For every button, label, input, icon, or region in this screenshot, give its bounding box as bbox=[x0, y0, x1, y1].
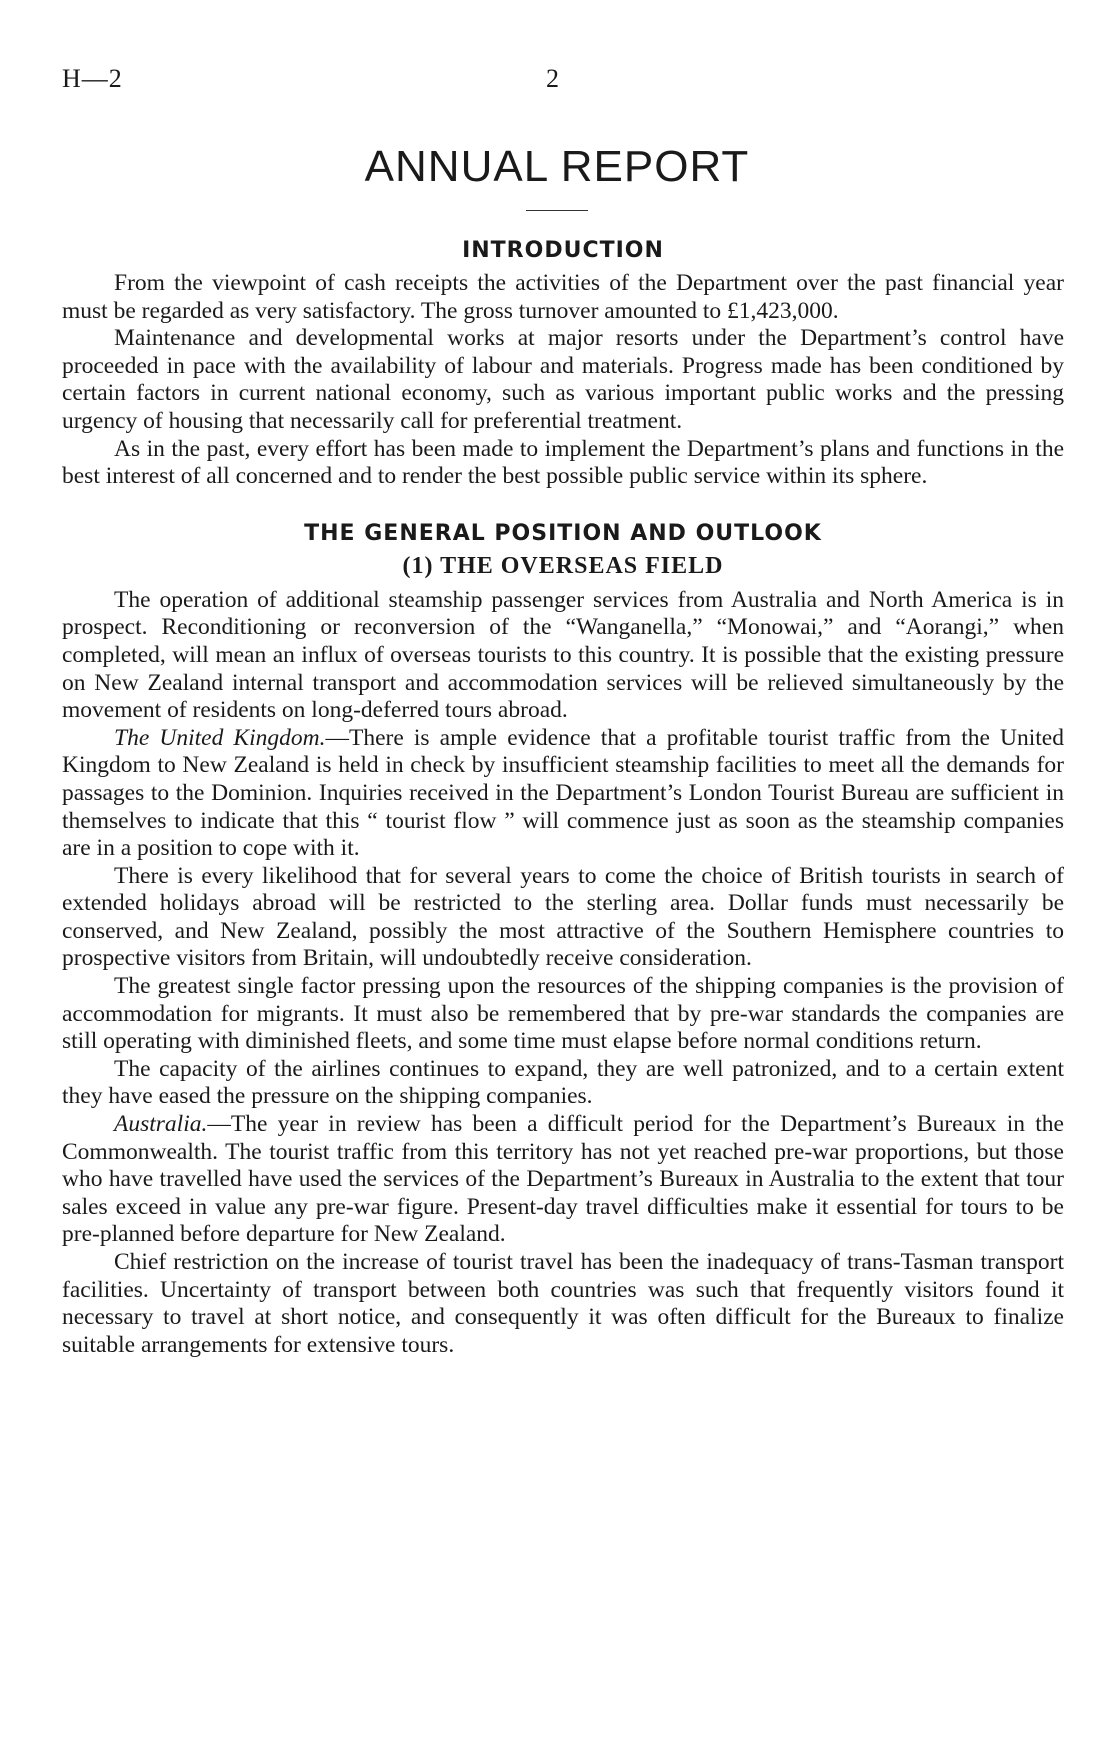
overseas-paragraph-3: There is every likelihood that for several years to come the choice of British tourists in search of extended holidays abroad will be restricted to the sterling area. Dollar funds must necessarily be conserved, and New Zealand, possibly the most attractive of the Southern Hemisphere countries to prospective visitors from Britain, will undoubtedly receive consideration. bbox=[62, 862, 1064, 972]
general-position-heading: THE GENERAL POSITION AND OUTLOOK bbox=[304, 520, 822, 546]
title-divider bbox=[526, 210, 588, 211]
overseas-paragraph-1: The operation of additional steamship passenger services from Australia and North America is in prospect. Reconditioning or reconversion of the “Wanganella,” “Monowai,” and “Aorangi,” when completed, will mean an influx of overseas tourists to this country. It is possible that the existing pressure on New Zealand internal transport and accommodation services will be relieved simultaneously by the movement of residents on long-deferred tours abroad. bbox=[62, 586, 1064, 724]
page-reference: H—2 bbox=[62, 64, 123, 93]
overseas-paragraph-4: The greatest single factor pressing upon the resources of the shipping companies is the provision of accommodation for migrants. It must also be remembered that by pre-war standards the companies are still operating with diminished fleets, and some time must elapse before normal conditions return. bbox=[62, 973, 1064, 1055]
page-number: 2 bbox=[546, 64, 559, 93]
report-body bbox=[62, 236, 1064, 1359]
intro-paragraph-1: From the viewpoint of cash receipts the activities of the Department over the past financial year must be regarded as very satisfactory. The gross turnover amounted to £1,423,000. bbox=[62, 270, 1064, 324]
united-kingdom-lead: The United Kingdom. bbox=[114, 724, 326, 751]
united-kingdom-text: —There is ample evidence that a profitable tourist traffic from the United Kingdom to New Zealand is held in check by insufficient steamship facilities to meet all the demands for passages to the Dominion. Inquiries received in the Department’s London Tourist Bureau are sufficient in themselves to indicate that this “ tourist flow ” will commence just as soon as the steamship companies are in a position to cope with it. bbox=[62, 724, 1064, 862]
australia-lead: Australia. bbox=[114, 1111, 208, 1138]
intro-paragraph-2: Maintenance and developmental works at major resorts under the Department’s control have proceeded in pace with the availability of labour and materials. Progress made has been conditioned by certain factors in current national economy, such as various important public works and the pressing urgency of housing that necessarily call for preferential treatment. bbox=[62, 325, 1064, 434]
intro-paragraph-3: As in the past, every effort has been made to implement the Department’s plans and functions in the best interest of all concerned and to render the best possible public service within its sphere. bbox=[62, 435, 1064, 490]
overseas-field-subheading: (1) THE OVERSEAS FIELD bbox=[402, 552, 724, 579]
australia-text: —The year in review has been a difficult period for the Department’s Bureaux in the Commonwealth. The tourist traffic from this territory has not yet reached pre-war proportions, but those who have travelled have used the services of the Department’s Bureaux in Australia to the extent that tour sales exceed in value any pre-war figure. Present-day travel difficulties make it essential for tours to be pre-planned before departure for New Zealand. bbox=[62, 1111, 1064, 1248]
united-kingdom-paragraph bbox=[62, 725, 1064, 863]
overseas-paragraph-7: Chief restriction on the increase of tourist travel has been the inadequacy of trans-Tasman transport facilities. Uncertainty of transport between both countries was such that frequently visitors found it necessary to travel at short notice, and consequently it was often difficult for the Bureaux to finalize suitable arrangements for extensive tours. bbox=[62, 1249, 1064, 1358]
overseas-paragraph-5: The capacity of the airlines continues to expand, they are well patronized, and to a certain extent they have eased the pressure on the shipping companies. bbox=[62, 1055, 1064, 1110]
page-title: ANNUAL REPORT bbox=[364, 142, 750, 191]
introduction-heading: INTRODUCTION bbox=[462, 238, 664, 263]
australia-paragraph bbox=[62, 1111, 1064, 1249]
